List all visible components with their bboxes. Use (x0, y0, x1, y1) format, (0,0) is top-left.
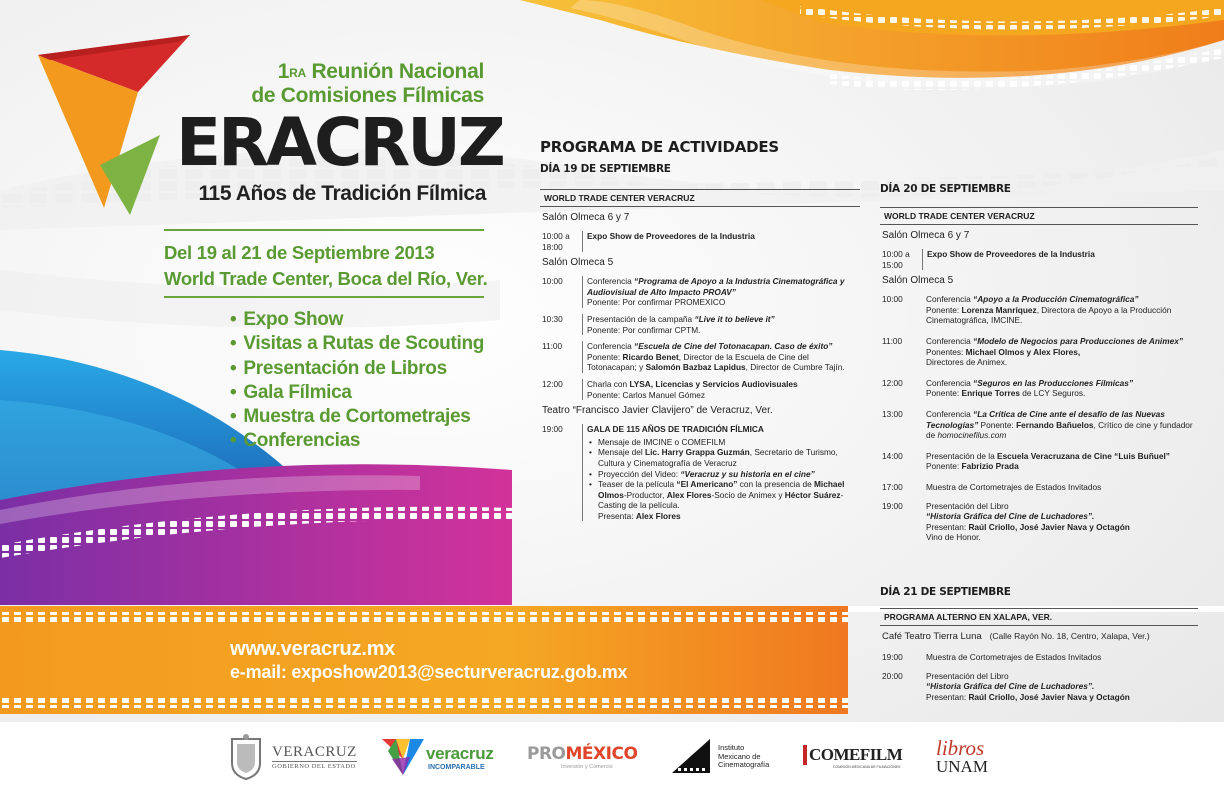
subtitle: 115 Años de Tradición Fílmica (198, 182, 486, 205)
row-text: Conferencia (587, 341, 635, 352)
day3-column (880, 586, 1198, 702)
speaker-name: Salomón Bazbaz Lapidus (645, 362, 746, 373)
row-speaker: Ponente: Por confirmar PROMEXICO (587, 297, 726, 308)
edition-suffix: RA (289, 66, 306, 80)
row-text: Muestra de Cortometrajes de Estados Invitados (926, 652, 1102, 662)
email-link[interactable]: e-mail: exposhow2013@secturveracruz.gob.mx (230, 662, 628, 682)
row-time: 10:00 a 15:00 (882, 249, 910, 270)
dates-line1: Del 19 al 21 de Septiembre 2013 (164, 242, 435, 263)
row-time: 12:00 (882, 377, 903, 388)
row-title: LYSA, Licencias y Servicios Audiovisuales (629, 378, 798, 389)
speaker-role: , Director de Cumbre Tajín. (745, 362, 845, 373)
row-title: GALA DE 115 AÑOS DE TRADICIÓN FÍLMICA (587, 424, 764, 435)
logo-imcine (672, 722, 769, 792)
row-text: Muestra de Cortometrajes de Estados Invitados (926, 481, 1102, 492)
logo-promexico (527, 722, 637, 792)
logo-subtext: Inversión y Comercio (561, 764, 613, 770)
row-title: “Escuela de Cine del Totonacapan. Caso de éxito” (634, 341, 833, 352)
logo-text: Mexicano de (718, 751, 761, 761)
website-link[interactable]: www.veracruz.mx (230, 638, 396, 660)
logo-libros-unam (936, 722, 988, 792)
row-time: 10:00 (542, 276, 563, 287)
row-time: 10:30 (542, 313, 563, 324)
day2-salon2: Salón Olmeca 5 (882, 275, 954, 287)
list-item: • Teaser de la película “El Americano” con la presencia de Michael Olmos-Productor, Alex Flores-Socio de Animex y Héctor Suárez-Casting de la película. Presenta: Alex Flores (587, 479, 860, 521)
schedule-row (540, 314, 860, 335)
coat-of-arms-icon (226, 733, 266, 781)
dates-line2: World Trade Center, Boca del Río, Ver. (164, 268, 488, 289)
activity-item: • Presentación de Libros (230, 357, 484, 381)
gala-list (587, 437, 860, 522)
v-logo-icon (382, 737, 424, 777)
day2-venue: WORLD TRADE CENTER VERACRUZ (880, 207, 1198, 225)
day1-teatro: Teatro “Francisco Javier Clavijero” de Veracruz, Ver. (542, 405, 773, 417)
schedule-row (880, 482, 1198, 493)
schedule-row: 10:00 Conferencia “Apoyo a la Producción Cinematográfica” Ponente: Lorenza Manríquez, Directora de Apoyo a la Producción Cinematográfica, IMCINE. (882, 294, 1172, 326)
schedule-row: 20:00 Presentación del Libro “Historia Gráfica del Cine de Luchadores”. Presentan: Raúl Criollo, José Javier Nava y Octagón (882, 670, 1130, 702)
logo-subtext: INCOMPARABLE (428, 763, 485, 771)
schedule-row: 19:00 Presentación del Libro “Historia Gráfica del Cine de Luchadores”. Presentan: Raúl Criollo, José Javier Nava y Octagón Vino de Honor. (882, 500, 1130, 543)
logo-text: VERACRUZ (272, 744, 357, 760)
day1-salon1: Salón Olmeca 6 y 7 (542, 212, 630, 223)
row-time: 10:00 a 18:00 (542, 231, 570, 252)
logo-text: COMEFILM (803, 745, 902, 765)
schedule-row (880, 652, 1198, 663)
day1-salon2: Salón Olmeca 5 (542, 257, 614, 269)
day1-venue: WORLD TRADE CENTER VERACRUZ (540, 189, 860, 207)
speaker-name: Ricardo Benet (622, 351, 679, 362)
sponsor-logos (0, 722, 1224, 792)
logo-subtext: GOBIERNO DEL ESTADO (272, 763, 356, 770)
divider (164, 296, 484, 298)
row-time: 12:00 (542, 378, 563, 389)
schedule-row (540, 276, 860, 308)
activity-item: • Muestra de Cortometrajes (230, 405, 484, 429)
day1-title: DÍA 19 DE SEPTIEMBRE (540, 163, 671, 175)
row-text: Charla con (587, 378, 630, 389)
row-text: Expo Show de Proveedores de la Industria (587, 231, 755, 241)
list-item: • Mensaje del Lic. Harry Grappa Guzmán, Secretario de Turismo, Cultura y Cinematografía de Veracruz (587, 447, 860, 468)
logo-comefilm (803, 722, 902, 792)
logo-text: libros (936, 736, 985, 760)
logo-text: veracruz (426, 743, 494, 763)
activity-item: • Conferencias (230, 429, 484, 453)
activity-item: • Expo Show (230, 308, 484, 332)
reunion-line2: de Comisiones Fílmicas (251, 84, 484, 107)
event-dates (164, 240, 494, 292)
row-time: 19:00 (542, 424, 563, 435)
activities-list (230, 308, 484, 454)
row-text: Conferencia (587, 276, 635, 287)
row-speaker: Ponente: Por confirmar CPTM. (587, 324, 701, 335)
cafe-address: (Calle Rayón No. 18, Centro, Xalapa, Ver.) (989, 631, 1150, 641)
schedule-row (880, 249, 1198, 270)
row-time: 11:00 (882, 335, 903, 346)
imcine-icon (672, 737, 716, 777)
activity-item: • Gala Fílmica (230, 381, 484, 405)
row-time: 17:00 (882, 481, 903, 492)
schedule-row: 12:00 Conferencia “Seguros en las Producciones Fílmicas” Ponente: Enrique Torres de LCY Seguros. (882, 377, 1134, 399)
row-time: 20:00 (882, 670, 903, 681)
logo-text: PRO (527, 744, 566, 764)
day3-cafe (880, 626, 1198, 644)
program-title: PROGRAMA DE ACTIVIDADES (540, 138, 780, 156)
row-text: Presentación de la campaña (587, 313, 695, 324)
row-time: 14:00 (882, 450, 903, 461)
row-speaker: Ponente: Carlos Manuel Gómez (587, 389, 706, 400)
day2-title: DÍA 20 DE SEPTIEMBRE (880, 183, 1011, 195)
list-item: • Mensaje de IMCINE o COMEFILM (587, 437, 860, 448)
logo-text: UNAM (936, 757, 988, 776)
row-time: 10:00 (882, 294, 903, 305)
speaker-role: , Director de la Escuela de Cine del Totonacapan; y (587, 351, 809, 373)
logo-text: MÉXICO (565, 744, 638, 764)
row-time: 19:00 (882, 500, 903, 511)
row-time: 13:00 (882, 408, 903, 419)
day3-venue: PROGRAMA ALTERNO EN XALAPA, VER. (880, 608, 1198, 626)
schedule-row (540, 341, 860, 373)
schedule-row (540, 379, 860, 400)
logo-subtext: COMISIÓN MEXICANA DE FILMACIONES (833, 765, 901, 769)
schedule-row: 11:00 Conferencia “Modelo de Negocios para Producciones de Animex” Ponentes: Michael Olmos y Alex Flores, Directores de Animex. (882, 335, 1183, 368)
main-title: ERACRUZ (176, 104, 503, 181)
schedule-row: 14:00 Presentación de la Escuela Veracruzana de Cine “Luis Buñuel” Ponente: Fabrizio Prada (882, 450, 1170, 472)
row-time: 19:00 (882, 652, 903, 662)
logo-text: Cinematografía (718, 760, 770, 770)
day2-column (880, 183, 1198, 543)
schedule-row (540, 424, 860, 521)
schedule-row: 13:00 Conferencia “La Crítica de Cine ante el desafío de las Nuevas Tecnologías” Ponente: Fernando Bañuelos, Crítico de cine y fundador de homocinefilus.com (882, 408, 1193, 441)
day2-salon1: Salón Olmeca 6 y 7 (882, 230, 970, 241)
day3-title: DÍA 21 DE SEPTIEMBRE (880, 586, 1011, 598)
edition-number: 1 (277, 60, 290, 83)
logo-veracruz-gobierno (226, 722, 357, 792)
day1-column (540, 163, 860, 521)
row-speaker-label: Ponente: (587, 351, 623, 362)
reunion-title (200, 60, 484, 108)
row-title: “Programa de Apoyo a la Industria Cinematográfica y Audiovisiual de Alto Impacto PROAV” (587, 276, 845, 297)
logo-veracruz-incomparable (382, 722, 494, 792)
schedule-row (540, 231, 860, 252)
list-item: • Proyección del Video: “Veracruz y su historia en el cine” (587, 469, 860, 480)
cafe-name: Café Teatro Tierra Luna (882, 631, 982, 642)
reunion-line1: Reunión Nacional (311, 60, 484, 83)
logo-text: Instituto (718, 743, 745, 753)
row-text: Expo Show de Proveedores de la Industria (927, 249, 1095, 259)
activity-item: • Visitas a Rutas de Scouting (230, 332, 484, 356)
divider (164, 229, 484, 231)
row-title: “Live it to believe it” (694, 313, 775, 324)
row-time: 11:00 (542, 341, 563, 352)
